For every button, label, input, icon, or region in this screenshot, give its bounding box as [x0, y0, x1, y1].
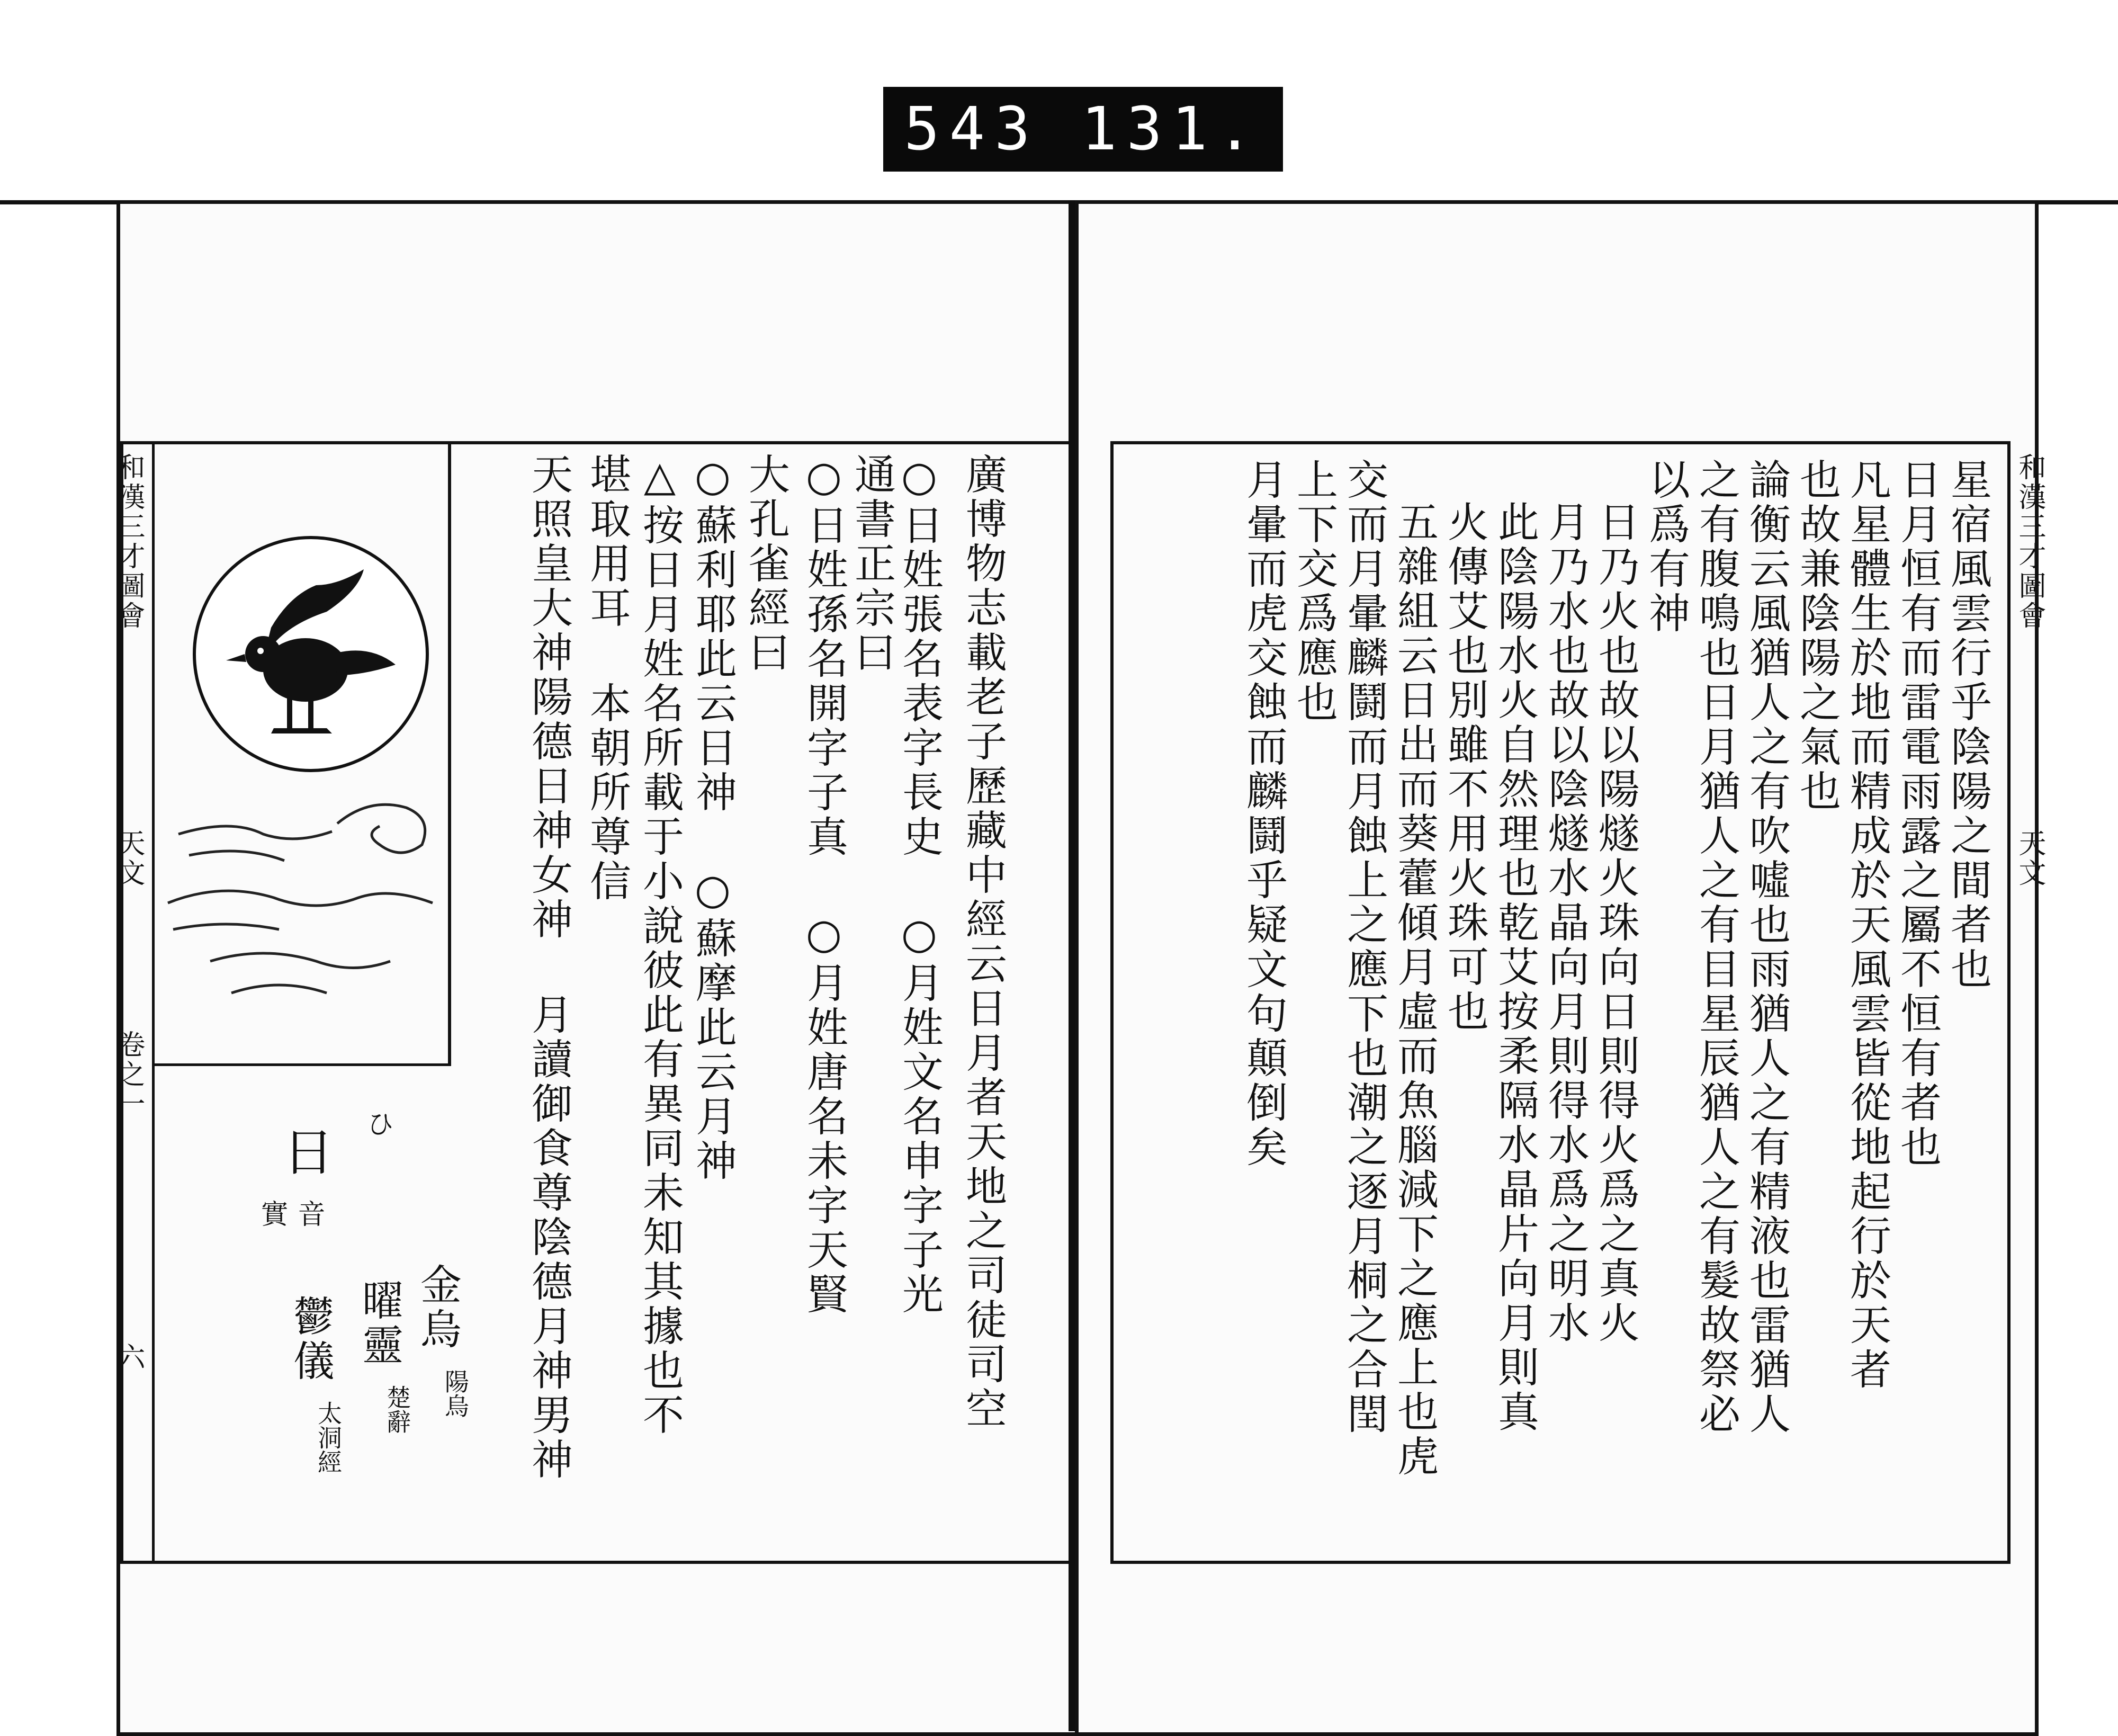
right-text-column-11: 火傳艾也別雖不用火珠可也: [1441, 500, 1488, 1034]
alias-yaoling: 曜靈: [355, 1279, 403, 1368]
right-text-column-8: 日乃火也故以陽燧火珠向日則得火爲之真火: [1592, 500, 1639, 1346]
right-text-column-5: 論衡云風猶人之有吹噓也雨猶人之有精液也雷猶人: [1743, 458, 1790, 1437]
right-text-column-14: 上下交爲應也: [1290, 458, 1338, 725]
entry-heading-reading: ひ: [362, 1109, 393, 1139]
right-side-section: 天文: [2014, 829, 2045, 888]
right-side-title: 和漢三才圖會: [2014, 453, 2045, 631]
alias-yaoling-note: 楚辭: [383, 1385, 411, 1434]
catalogue-number-right: 131.: [1081, 95, 1262, 164]
left-side-section: 天文: [113, 829, 145, 888]
left-text-column-8: 堪取用耳 本朝所尊信: [583, 453, 631, 904]
entry-heading: 日: [275, 1125, 334, 1176]
sound-value: 實: [256, 1200, 288, 1229]
left-text-column-4: ○日姓孫名開字子真 ○月姓唐名未字天賢: [800, 453, 848, 1317]
alias-yuyi-note: 太洞經: [314, 1401, 343, 1474]
right-text-column-10: 此陰陽水火自然理也乾艾按柔隔水晶片向月則真: [1491, 500, 1539, 1435]
left-side-page: 六: [113, 1343, 145, 1372]
left-text-column-2: ○日姓張名表字長史 ○月姓文名申字子光: [895, 453, 943, 1317]
sound-label: 音: [293, 1200, 325, 1229]
left-page: [113, 200, 1080, 1736]
right-text-column-13: 交而月暈麟鬪而月蝕上之應下也潮之逐月桐之合閏: [1340, 458, 1388, 1437]
alias-jinwu: 金烏: [414, 1263, 461, 1352]
left-side-volume: 卷之一: [113, 1030, 145, 1119]
right-text-column-6: 之有腹鳴也日月猶人之有目星辰猶人之有髮故祭必: [1692, 458, 1740, 1437]
right-text-column-7: 以爲有神: [1642, 458, 1690, 636]
left-text-column-3: 通書正宗曰: [848, 453, 895, 675]
catalogue-number-left: 543: [904, 95, 1040, 164]
right-text-column-2: 日月恒有而雷電雨露之屬不恒有者也: [1893, 458, 1941, 1170]
right-text-column-9: 月乃水也故以陰燧水晶向月則得水爲之明水: [1541, 500, 1589, 1346]
right-text-column-12: 五雜組云日出而葵藿傾月虛而魚腦減下之應上也虎: [1390, 500, 1438, 1479]
right-text-column-4: 也故兼陰陽之氣也: [1793, 458, 1841, 814]
left-text-column-9: 天照皇大神陽德日神女神 月讀御食尊陰德月神男神: [525, 453, 572, 1482]
catalogue-label: [883, 87, 1283, 172]
left-side-title: 和漢三才圖會: [113, 453, 145, 631]
alias-jinwu-note: 陽烏: [441, 1369, 470, 1418]
right-text-column-3: 凡星體生於地而精成於天風雲皆從地起行於天者: [1843, 458, 1891, 1392]
right-page: [1075, 200, 2045, 1736]
left-text-column-7: △按日月姓名所載于小說彼此有異同未知其據也不: [636, 453, 684, 1438]
left-text-column-6: ○蘇利耶此云日神 ○蘇摩此云月神: [689, 453, 737, 1184]
left-text-column-5: 大孔雀經曰: [742, 453, 789, 675]
crow-in-sun-illustration: [157, 453, 446, 1057]
left-text-column-1: 廣博物志載老子歷藏中經云日月者天地之司徒司空: [959, 453, 1007, 1431]
right-text-column-15: 月暈而虎交蝕而麟鬪乎疑文句顛倒矣: [1240, 458, 1287, 1170]
right-text-column-1: 星宿風雲行乎陰陽之間者也: [1944, 458, 1991, 992]
alias-yuyi: 鬱儀: [286, 1295, 334, 1384]
